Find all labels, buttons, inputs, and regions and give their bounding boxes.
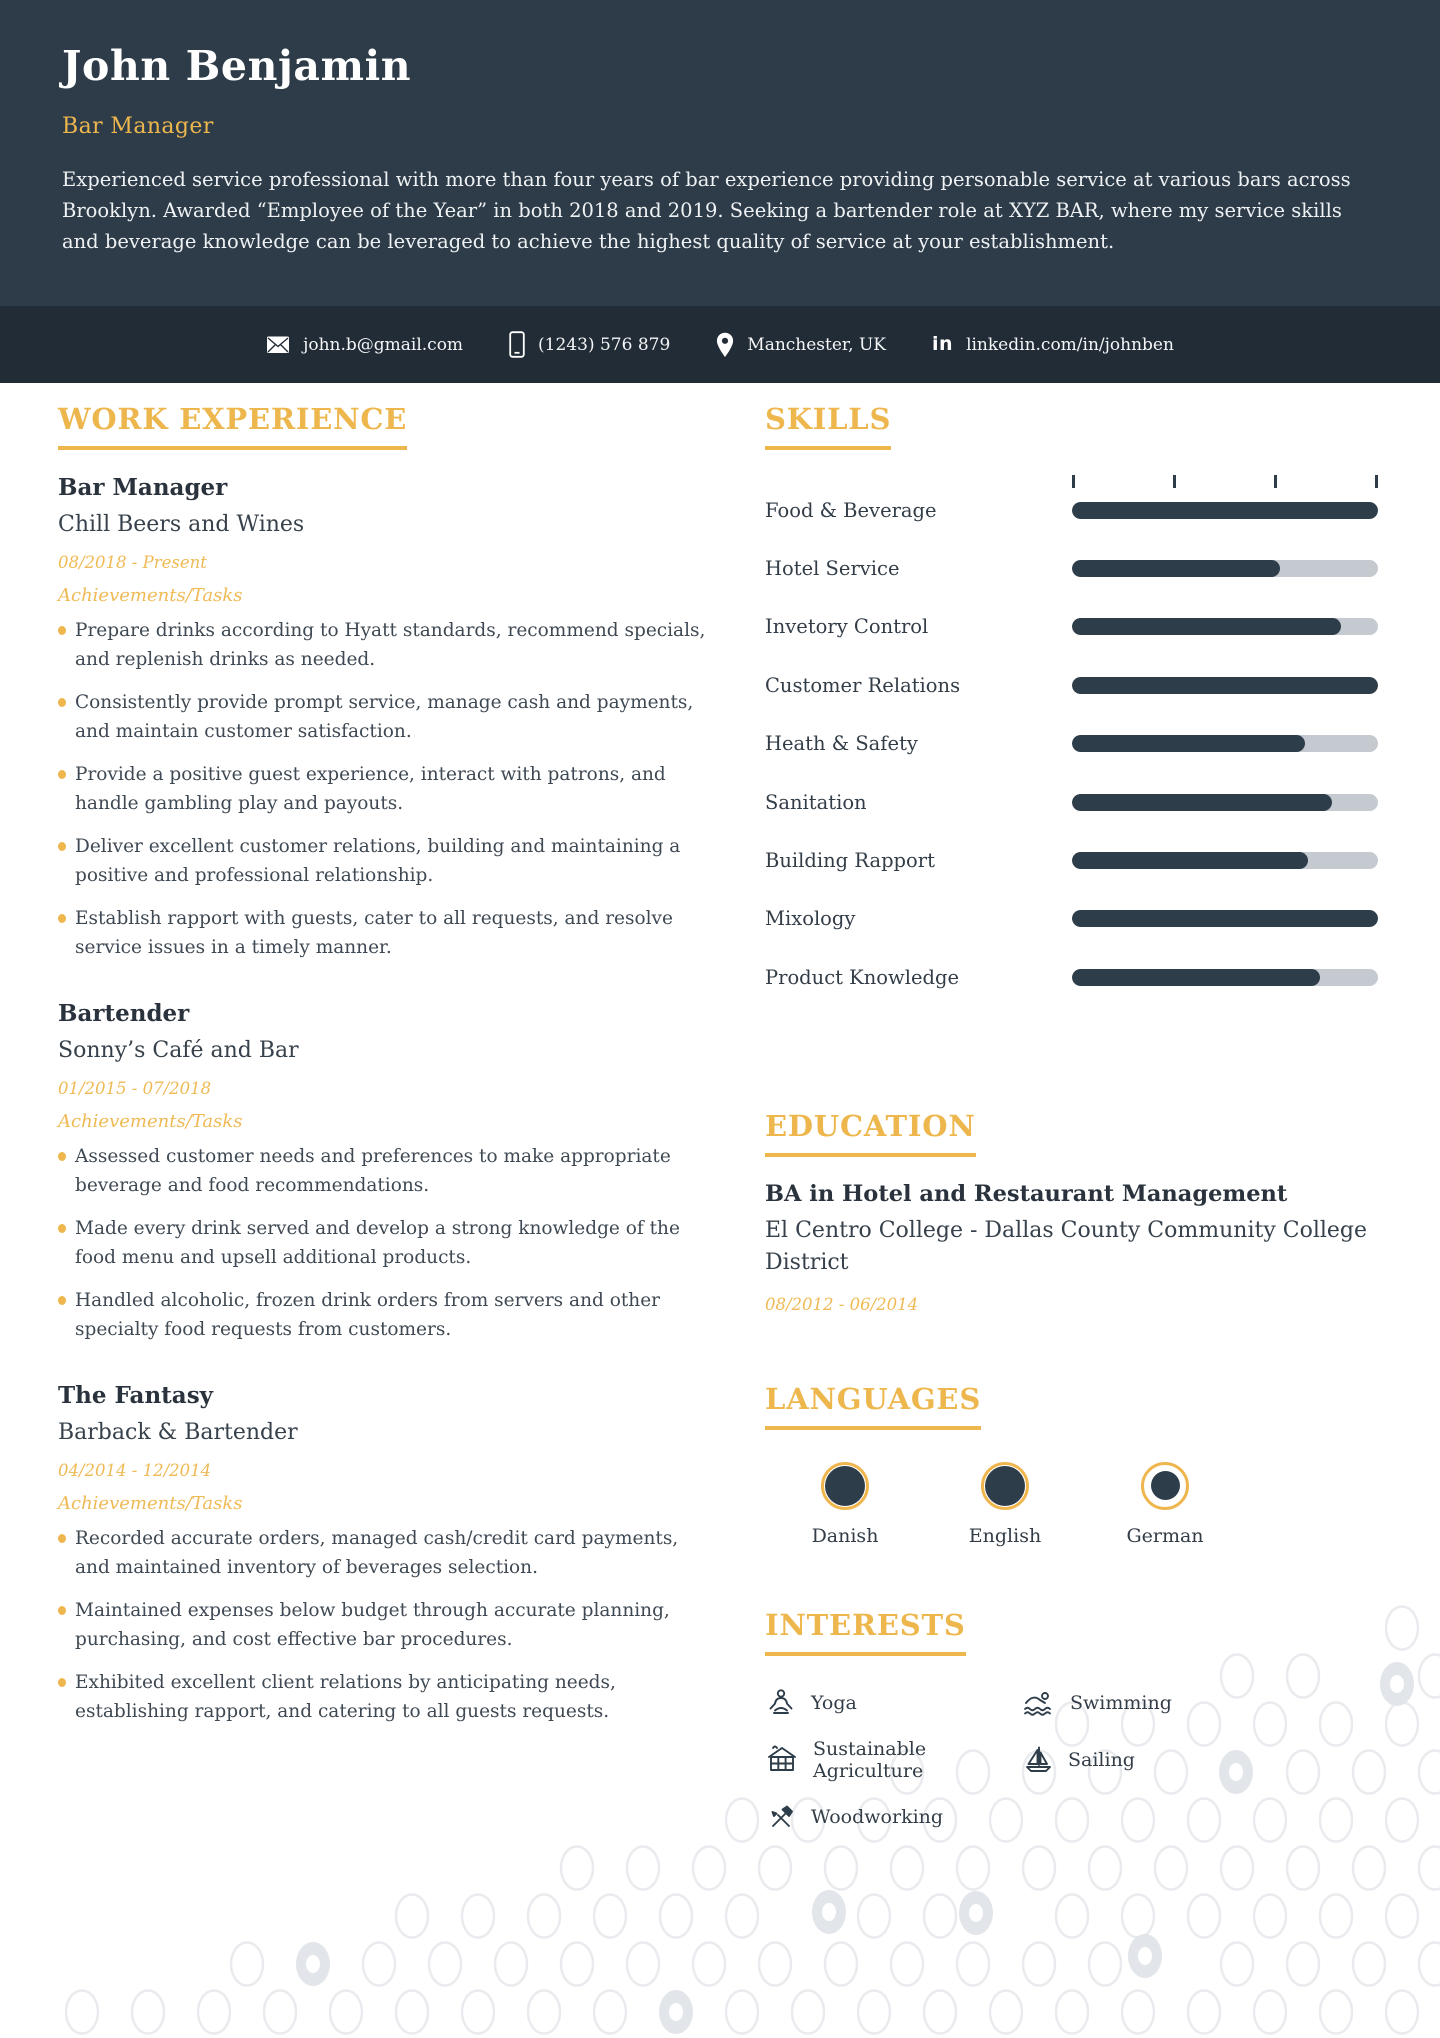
skill-row <box>765 948 1378 1006</box>
job-title: The Fantasy <box>58 1382 214 1409</box>
interest-item <box>1022 1686 1378 1720</box>
language-level-ring <box>821 1462 869 1510</box>
job-company: Sonny’s Café and Bar <box>58 1038 299 1063</box>
language-label: Danish <box>811 1524 879 1547</box>
language-level-dot <box>825 1466 865 1506</box>
interest-item <box>1022 1743 1378 1777</box>
education-degree: BA in Hotel and Restaurant Management <box>765 1180 1288 1207</box>
task-bullet: Consistently provide prompt service, manage cash and payments, and maintain customer satisfaction. <box>58 688 710 746</box>
language-level-ring <box>1141 1462 1189 1510</box>
skill-bar <box>1072 502 1378 519</box>
task-bullet: Assessed customer needs and preferences to make appropriate beverage and food recommendations. <box>58 1142 710 1200</box>
profile-summary: Experienced service professional with more than four years of bar experience providing personable service at various bars across Brooklyn. Awarded “Employee of the Year” in both 2018 and 2019. Seeking a bartender role at XYZ BAR, where my service skills and beverage knowledge can be leveraged to achieve the highest quality of service at your establishment. <box>62 168 1351 253</box>
language-level-dot <box>1151 1471 1180 1500</box>
phone-icon <box>509 331 525 358</box>
skill-bar-fill <box>1072 969 1320 986</box>
task-list <box>58 616 710 962</box>
task-bullet: Made every drink served and develop a strong knowledge of the food menu and upsell additional products. <box>58 1214 710 1272</box>
skill-label: Food & Beverage <box>765 498 937 522</box>
language-level-dot <box>985 1466 1025 1506</box>
sailboat-icon <box>1022 1744 1054 1776</box>
interest-label: Swimming <box>1070 1691 1172 1714</box>
job-company: Chill Beers and Wines <box>58 512 305 537</box>
contact-phone-text: (1243) 576 879 <box>538 334 671 355</box>
skill-bar-fill <box>1072 560 1280 577</box>
education-school: El Centro College - Dallas County Community College District <box>765 1217 1368 1275</box>
skill-bar <box>1072 969 1378 986</box>
skill-label: Hotel Service <box>765 557 900 581</box>
skill-bar <box>1072 560 1378 577</box>
contact-bar <box>0 306 1440 383</box>
linkedin-icon: in <box>932 333 954 355</box>
contact-linkedin-text: linkedin.com/in/johnben <box>966 334 1174 355</box>
interest-item <box>765 1686 1022 1720</box>
skill-label: Sanitation <box>765 790 867 814</box>
language-item <box>765 1462 925 1547</box>
language-level-ring <box>981 1462 1029 1510</box>
header <box>0 0 1440 306</box>
task-list <box>58 1524 710 1726</box>
skill-row <box>765 831 1378 889</box>
language-item <box>925 1462 1085 1547</box>
skill-row <box>765 481 1378 539</box>
skill-bar-fill <box>1072 502 1378 519</box>
job-title: Bartender <box>58 1000 190 1027</box>
task-bullet: Establish rapport with guests, cater to all requests, and resolve service issues in a timely manner. <box>58 904 710 962</box>
skill-label: Heath & Safety <box>765 732 918 756</box>
language-label: English <box>968 1524 1042 1547</box>
right-column <box>765 404 1378 1834</box>
interest-item <box>765 1800 1022 1834</box>
skill-label: Mixology <box>765 907 856 931</box>
interests-list <box>765 1686 1378 1834</box>
candidate-role: Bar Manager <box>62 114 214 139</box>
skills-list <box>765 481 1378 1007</box>
task-bullet: Exhibited excellent client relations by anticipating needs, establishing rapport, and catering to all guests requests. <box>58 1668 710 1726</box>
skill-label: Invetory Control <box>765 615 929 639</box>
tasks-label: Achievements/Tasks <box>58 585 243 606</box>
yoga-icon <box>765 1687 797 1719</box>
interests-section <box>765 1607 1378 1834</box>
interest-label: Sustainable Agriculture <box>813 1737 927 1782</box>
task-bullet: Deliver excellent customer relations, building and maintaining a positive and professional relationship. <box>58 832 710 890</box>
job-entry <box>58 1381 710 1726</box>
work-experience-heading: WORK EXPERIENCE <box>58 404 407 450</box>
language-item <box>1085 1462 1245 1547</box>
contact-linkedin <box>932 335 1174 355</box>
skill-bar-fill <box>1072 735 1305 752</box>
skill-bar <box>1072 618 1378 635</box>
skill-label: Product Knowledge <box>765 965 960 989</box>
task-bullet: Handled alcoholic, frozen drink orders from servers and other specialty food requests from customers. <box>58 1286 710 1344</box>
skill-row <box>765 656 1378 714</box>
work-experience-section <box>58 404 710 1740</box>
skill-row <box>765 890 1378 948</box>
skill-bar-fill <box>1072 794 1332 811</box>
skill-row <box>765 715 1378 773</box>
skill-row <box>765 539 1378 597</box>
tools-icon <box>765 1801 797 1833</box>
contact-phone <box>509 331 670 358</box>
skill-row <box>765 598 1378 656</box>
interests-heading: INTERESTS <box>765 1610 966 1656</box>
task-bullet: Prepare drinks according to Hyatt standards, recommend specials, and replenish drinks as needed. <box>58 616 710 674</box>
skill-label: Customer Relations <box>765 673 961 697</box>
skill-scale-ticks <box>1072 475 1378 488</box>
skill-bar <box>1072 852 1378 869</box>
greenhouse-icon <box>765 1744 799 1776</box>
skill-bar <box>1072 794 1378 811</box>
languages-list <box>765 1462 1378 1547</box>
language-label: German <box>1126 1524 1204 1547</box>
job-dates: 08/2018 - Present <box>58 553 207 572</box>
job-company: Barback & Bartender <box>58 1420 298 1445</box>
task-bullet: Provide a positive guest experience, interact with patrons, and handle gambling play and payouts. <box>58 760 710 818</box>
skills-heading: SKILLS <box>765 404 891 450</box>
interest-label: Sailing <box>1068 1748 1135 1771</box>
job-dates: 01/2015 - 07/2018 <box>58 1079 212 1098</box>
task-bullet: Recorded accurate orders, managed cash/credit card payments, and maintained inventory of beverages selection. <box>58 1524 710 1582</box>
skill-bar-fill <box>1072 852 1308 869</box>
skill-bar-fill <box>1072 910 1378 927</box>
skill-bar <box>1072 735 1378 752</box>
interest-item <box>765 1737 1022 1782</box>
skill-bar-fill <box>1072 677 1378 694</box>
candidate-name: John Benjamin <box>62 42 412 90</box>
tasks-label: Achievements/Tasks <box>58 1493 243 1514</box>
job-dates: 04/2014 - 12/2014 <box>58 1461 212 1480</box>
languages-heading: LANGUAGES <box>765 1384 981 1430</box>
job-title: Bar Manager <box>58 474 228 501</box>
swimmer-icon <box>1022 1687 1056 1719</box>
task-list <box>58 1142 710 1344</box>
contact-email-text: john.b@gmail.com <box>303 334 464 355</box>
tasks-label: Achievements/Tasks <box>58 1111 243 1132</box>
task-bullet: Maintained expenses below budget through accurate planning, purchasing, and cost effective bar procedures. <box>58 1596 710 1654</box>
education-dates: 08/2012 - 06/2014 <box>765 1294 919 1314</box>
interest-label: Yoga <box>811 1691 857 1714</box>
contact-location-text: Manchester, UK <box>747 334 887 355</box>
skill-bar <box>1072 910 1378 927</box>
map-pin-icon <box>716 332 734 358</box>
education-section <box>765 1108 1378 1314</box>
skill-bar-fill <box>1072 618 1341 635</box>
job-entry <box>58 999 710 1344</box>
contact-email <box>266 335 463 355</box>
interest-label: Woodworking <box>811 1805 944 1828</box>
education-heading: EDUCATION <box>765 1111 976 1157</box>
contact-location <box>716 332 886 358</box>
email-icon <box>266 335 290 355</box>
languages-section <box>765 1381 1378 1547</box>
skill-row <box>765 773 1378 831</box>
skill-label: Building Rapport <box>765 849 935 873</box>
skill-bar <box>1072 677 1378 694</box>
job-entry <box>58 473 710 962</box>
